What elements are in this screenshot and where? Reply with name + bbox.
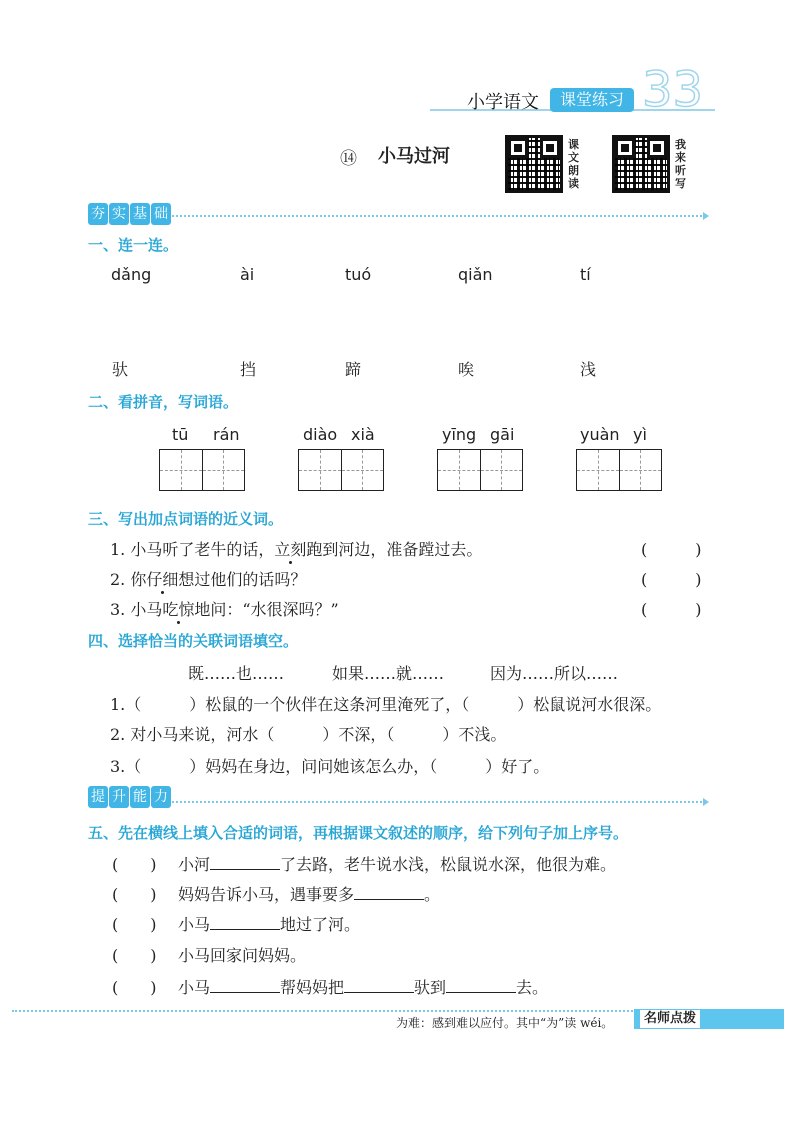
q5-order-paren[interactable]: ( ) — [112, 885, 157, 904]
q2-title: 二、看拼音，写词语。 — [88, 393, 239, 411]
q4-item[interactable]: 2. 对小马来说，河水（ ）不深，（ ）不浅。 — [110, 725, 507, 744]
fill-blank[interactable] — [344, 978, 414, 993]
q2-writing-grid[interactable] — [159, 449, 245, 491]
banner-char: 础 — [151, 203, 171, 225]
q5-item: 小马 地过了河。 — [178, 915, 361, 934]
fill-blank[interactable] — [446, 978, 516, 993]
q2-pinyin: yīng — [442, 425, 477, 444]
banner-char: 基 — [130, 203, 150, 225]
subject-label: 小学语文 — [467, 92, 539, 113]
lesson-title: 小马过河 — [378, 146, 450, 167]
q5-order-paren[interactable]: ( ) — [112, 978, 157, 997]
q3-item: 3. 小马吃惊地问：“水很深吗？” — [110, 600, 339, 619]
q4-item[interactable]: 3.（ ）妈妈在身边，问问她该怎么办，（ ）好了。 — [110, 757, 550, 776]
q2-writing-grid[interactable] — [298, 449, 384, 491]
arrow-icon — [703, 212, 709, 220]
q4-title: 四、选择恰当的关联词语填空。 — [88, 632, 299, 650]
tip-label: 名师点拨 — [640, 1010, 700, 1028]
fill-blank[interactable] — [210, 855, 280, 870]
q1-title: 一、连一连。 — [88, 236, 179, 254]
lesson-number: ⑭ — [340, 149, 357, 169]
qr-label-dictation: 我来听写 — [675, 138, 686, 190]
q5-order-paren[interactable]: ( ) — [112, 915, 157, 934]
banner-char: 力 — [151, 786, 171, 808]
q5-order-paren[interactable]: ( ) — [112, 946, 157, 965]
q1-char[interactable]: 驮 — [112, 360, 129, 379]
banner-char: 升 — [109, 786, 129, 808]
q4-option: 因为……所以…… — [490, 664, 619, 683]
q3-answer-paren[interactable]: ( ) — [641, 570, 702, 589]
q4-option: 既……也…… — [188, 664, 285, 683]
q1-pinyin[interactable]: tuó — [345, 265, 372, 284]
fill-blank[interactable] — [210, 978, 280, 993]
banner-dotline — [172, 215, 702, 217]
section-banner-basics — [88, 203, 171, 225]
qr-code-dictation[interactable] — [612, 135, 670, 193]
q2-pinyin: gāi — [490, 425, 515, 444]
q2-writing-grid[interactable] — [576, 449, 662, 491]
q3-item: 2. 你仔细想过他们的话吗？ — [110, 570, 307, 589]
q1-pinyin[interactable]: dǎng — [111, 265, 152, 284]
q4-item[interactable]: 1.（ ）松鼠的一个伙伴在这条河里淹死了，（ ）松鼠说河水很深。 — [110, 695, 662, 714]
banner-char: 提 — [88, 786, 108, 808]
banner-dotline — [172, 801, 702, 803]
q5-item: 妈妈告诉小马，遇事要多 。 — [178, 885, 441, 904]
q2-pinyin: diào — [303, 425, 338, 444]
footer-dotline — [12, 1010, 712, 1012]
q5-item: 小河 了去路，老牛说水浅，松鼠说水深，他很为难。 — [178, 855, 617, 874]
footer-note: 为难：感到难以应付。其中“为”读 wéi。 — [396, 1016, 614, 1030]
q2-pinyin: tū — [172, 425, 189, 444]
q1-char[interactable]: 浅 — [580, 360, 597, 379]
banner-char: 能 — [130, 786, 150, 808]
q5-item: 小马回家问妈妈。 — [178, 946, 307, 965]
qr-code-reading[interactable] — [505, 135, 563, 193]
q1-pinyin[interactable]: ài — [240, 265, 255, 284]
fill-blank[interactable] — [354, 885, 424, 900]
exercise-tag: 课堂练习 — [550, 88, 634, 112]
q2-pinyin: rán — [213, 425, 240, 444]
q1-char[interactable]: 唉 — [458, 360, 475, 379]
arrow-icon — [703, 798, 709, 806]
q3-answer-paren[interactable]: ( ) — [641, 540, 702, 559]
q2-pinyin: yì — [633, 425, 647, 444]
q5-order-paren[interactable]: ( ) — [112, 855, 157, 874]
fill-blank[interactable] — [210, 915, 280, 930]
banner-char: 夯 — [88, 203, 108, 225]
q2-pinyin: yuàn — [580, 425, 620, 444]
q3-item: 1. 小马听了老牛的话，立刻跑到河边，准备蹚过去。 — [110, 540, 483, 559]
q4-option: 如果……就…… — [332, 664, 445, 683]
banner-char: 实 — [109, 203, 129, 225]
section-banner-advance — [88, 786, 171, 808]
q5-item: 小马 帮妈妈把 驮到 去。 — [178, 978, 549, 997]
q1-char[interactable]: 蹄 — [345, 360, 362, 379]
qr-label-reading: 课文朗读 — [568, 138, 579, 190]
q3-title: 三、写出加点词语的近义词。 — [88, 510, 284, 528]
q1-pinyin[interactable]: qiǎn — [458, 265, 493, 284]
q5-title: 五、先在横线上填入合适的词语，再根据课文叙述的顺序，给下列句子加上序号。 — [88, 824, 629, 842]
q2-writing-grid[interactable] — [437, 449, 523, 491]
page-number: 33 — [642, 62, 704, 118]
q3-answer-paren[interactable]: ( ) — [641, 600, 702, 619]
q1-char[interactable]: 挡 — [240, 360, 257, 379]
q1-pinyin[interactable]: tí — [580, 265, 591, 284]
q2-pinyin: xià — [351, 425, 375, 444]
